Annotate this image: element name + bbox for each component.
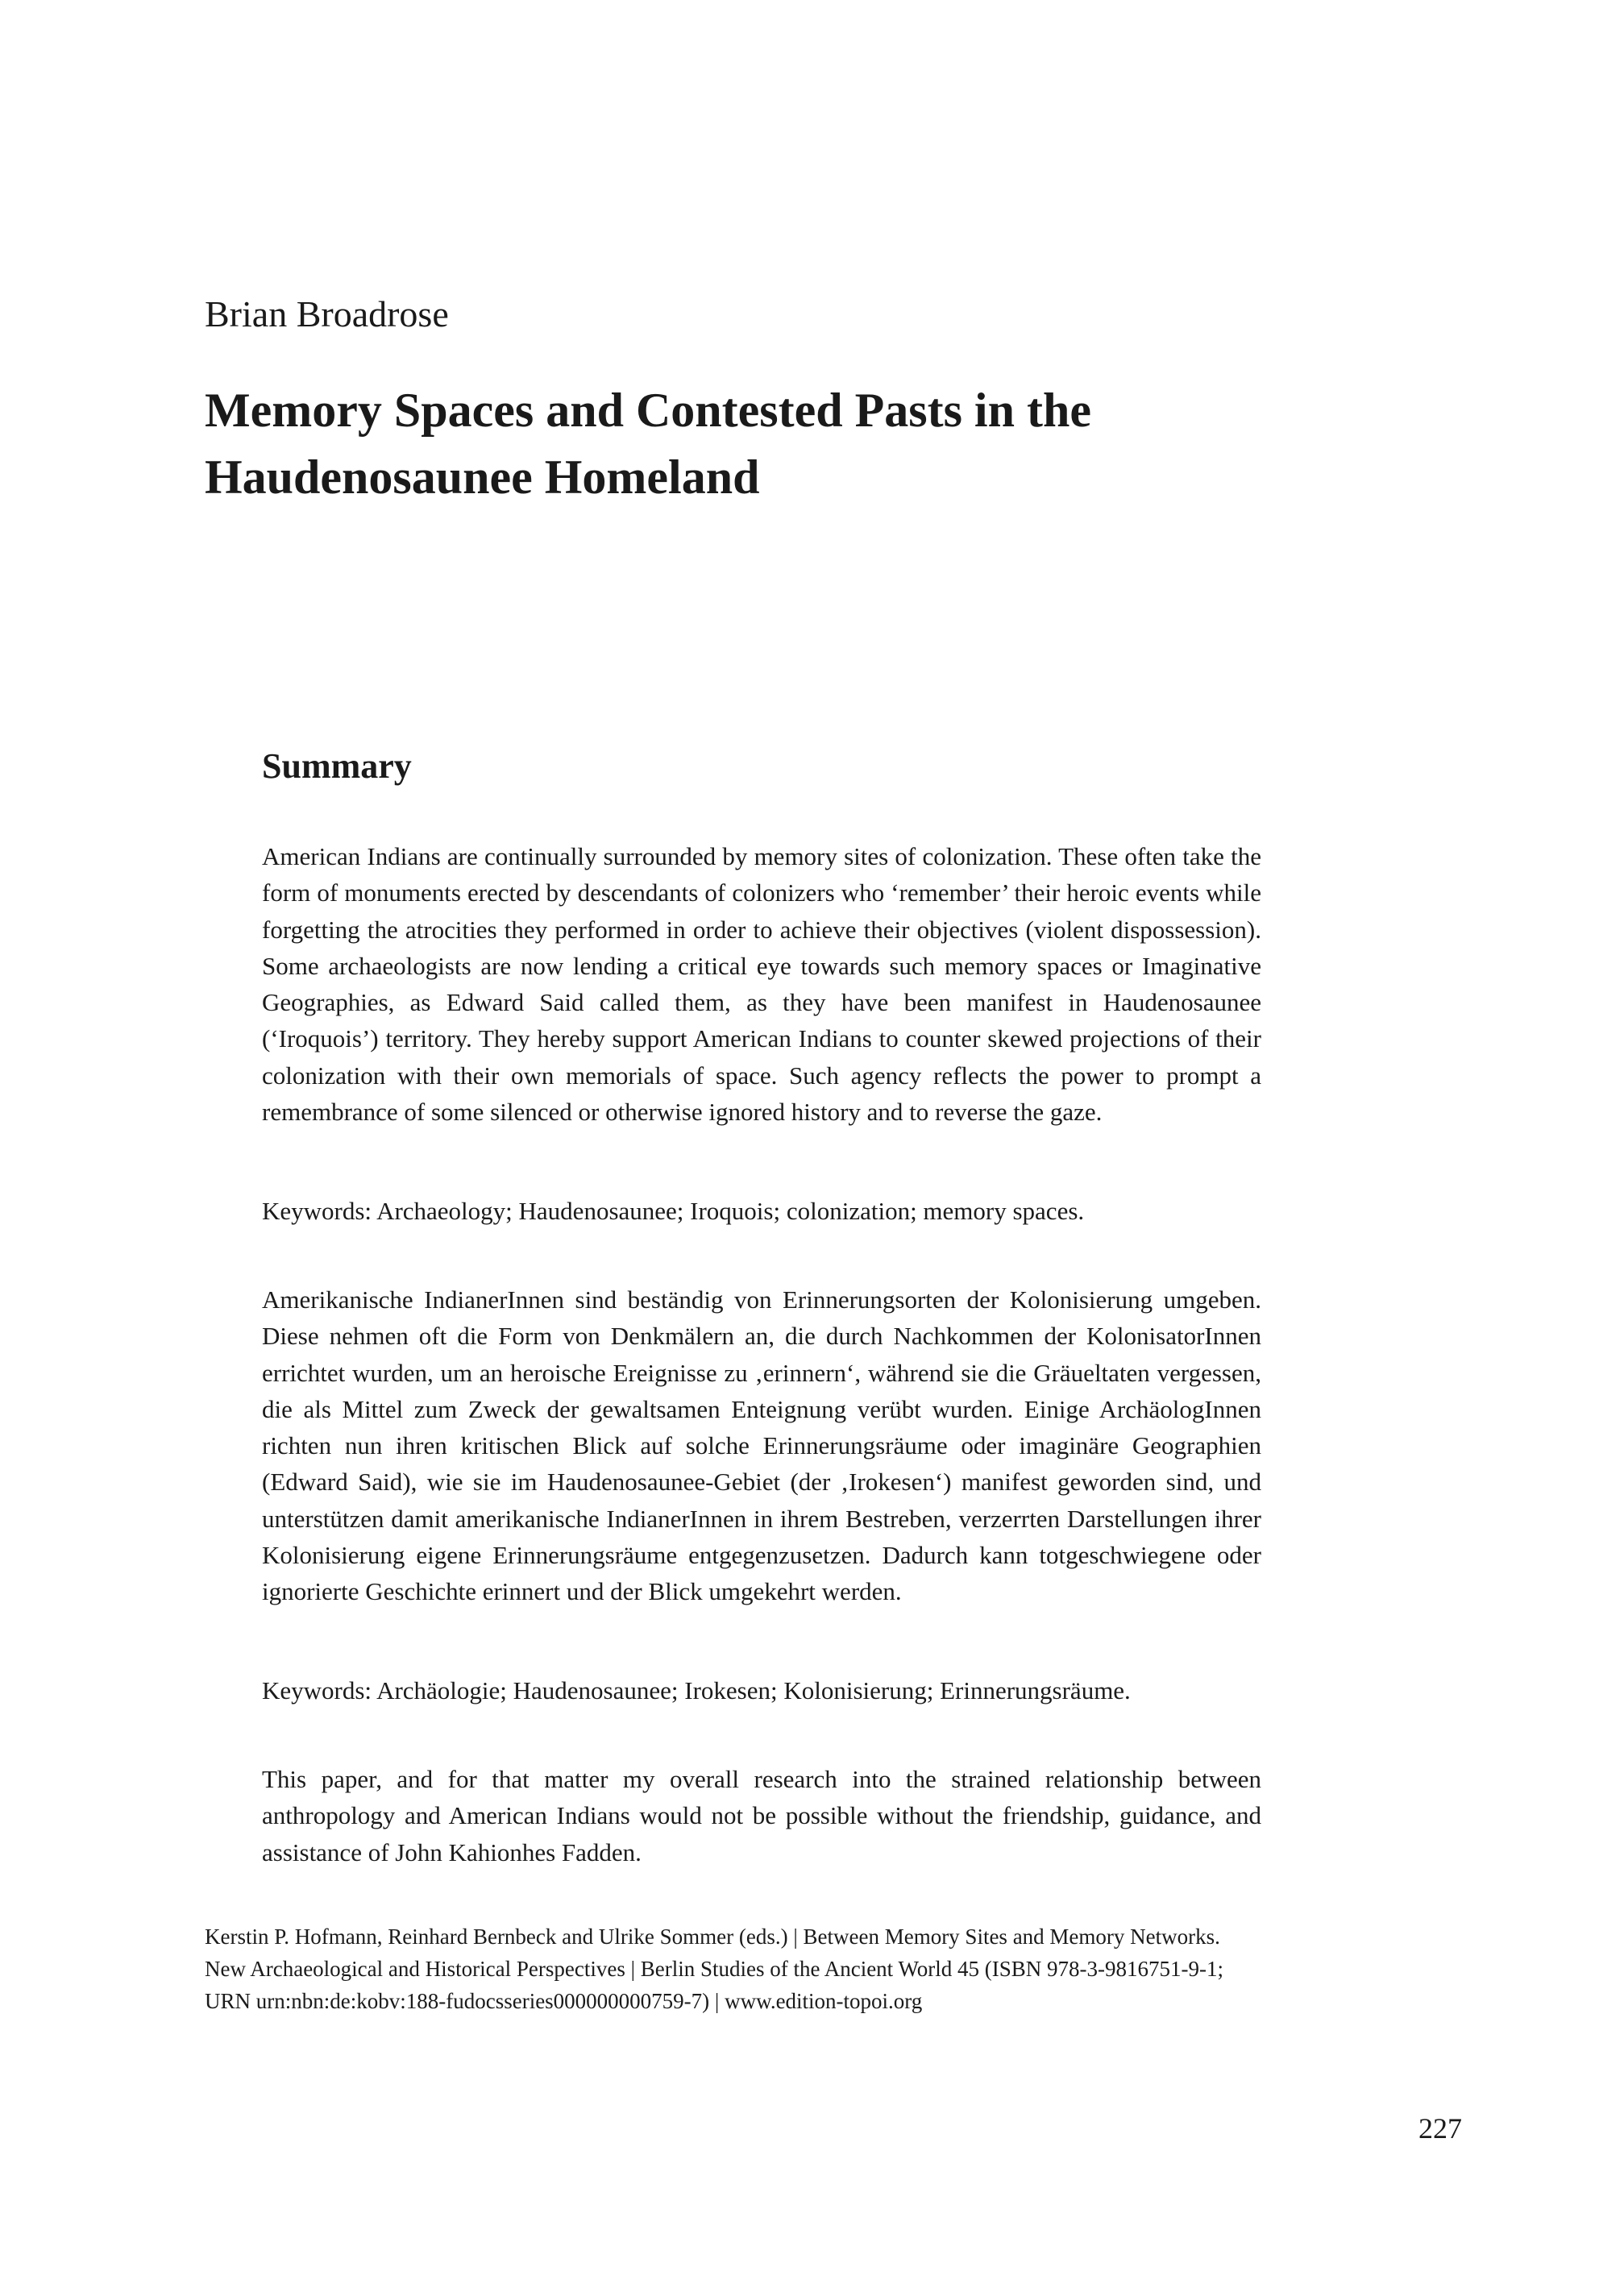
- keywords-german: Keywords: Archäologie; Haudenosaunee; Irokesen; Kolonisierung; Erinnerungsräume.: [262, 1676, 1131, 1704]
- keywords-english: Keywords: Archaeology; Haudenosaunee; Iroquois; colonization; memory spaces.: [262, 1197, 1085, 1225]
- author-name: Brian Broadrose: [205, 293, 449, 334]
- abstract-german: Amerikanische IndianerInnen sind beständig von Erinnerungsorten der Kolonisierung umgeben. Diese nehmen oft die Form von Denkmälern an, die durch Nachkommen der KolonisatorInnen errichtet wurden, um an heroische Ereignisse zu ‚erinnern‘, während sie die Gräueltaten vergessen, die als Mittel zum Zweck der gewaltsamen Enteignung verübt wurden. Einige ArchäologInnen richten nun ihren kritischen Blick auf solche Erinnerungsräume oder imaginäre Geographien (Edward Said), wie sie im Haudenosaunee-Gebiet (der ‚Irokesen‘) manifest geworden sind, und unterstützen damit amerikanische IndianerInnen in ihrem Bestreben, verzerrten Darstellungen ihrer Kolonisierung eigene Erinnerungsräume entgegenzusetzen. Dadurch kann totgeschwiegene oder ignorierte Geschichte erinnert und der Blick umgekehrt werden.: [262, 1285, 1261, 1606]
- page-number: 227: [1418, 2112, 1462, 2145]
- summary-heading: Summary: [262, 746, 412, 786]
- abstract-english: American Indians are continually surrounded by memory sites of colonization. These often take the form of monuments erected by descendants of colonizers who ‘remember’ their heroic events while forgetting the atrocities they performed in order to achieve their objectives (violent dispossession). Some archaeologists are now lending a critical eye towards such memory spaces or Imaginative Geographies, as Edward Said called them, as they have been manifest in Haudenosaunee (‘Iroquois’) territory. They hereby support American Indians to counter skewed projections of their colonization with their own memorials of space. Such agency reflects the power to prompt a remembrance of some silenced or otherwise ignored history and to reverse the gaze.: [262, 842, 1261, 1127]
- paper-title: Memory Spaces and Contested Pasts in the Haudenosaunee Homeland: [205, 384, 1091, 504]
- publication-footnote: Kerstin P. Hofmann, Reinhard Bernbeck and Ulrike Sommer (eds.) | Between Memory Sites and Memory Networks. New Archaeological and Historical Perspectives | Berlin Studies of the Ancient World 45 (ISBN 978-3-9816751-9-1; URN urn:nbn:de:kobv:188-fudocsseries000000000759-7) | www.edition-topoi.org: [205, 1925, 1223, 2013]
- acknowledgement: This paper, and for that matter my overall research into the strained relationship between anthropology and American Indians would not be possible without the friendship, guidance, and assistance of John Kahionhes Fadden.: [262, 1765, 1261, 1866]
